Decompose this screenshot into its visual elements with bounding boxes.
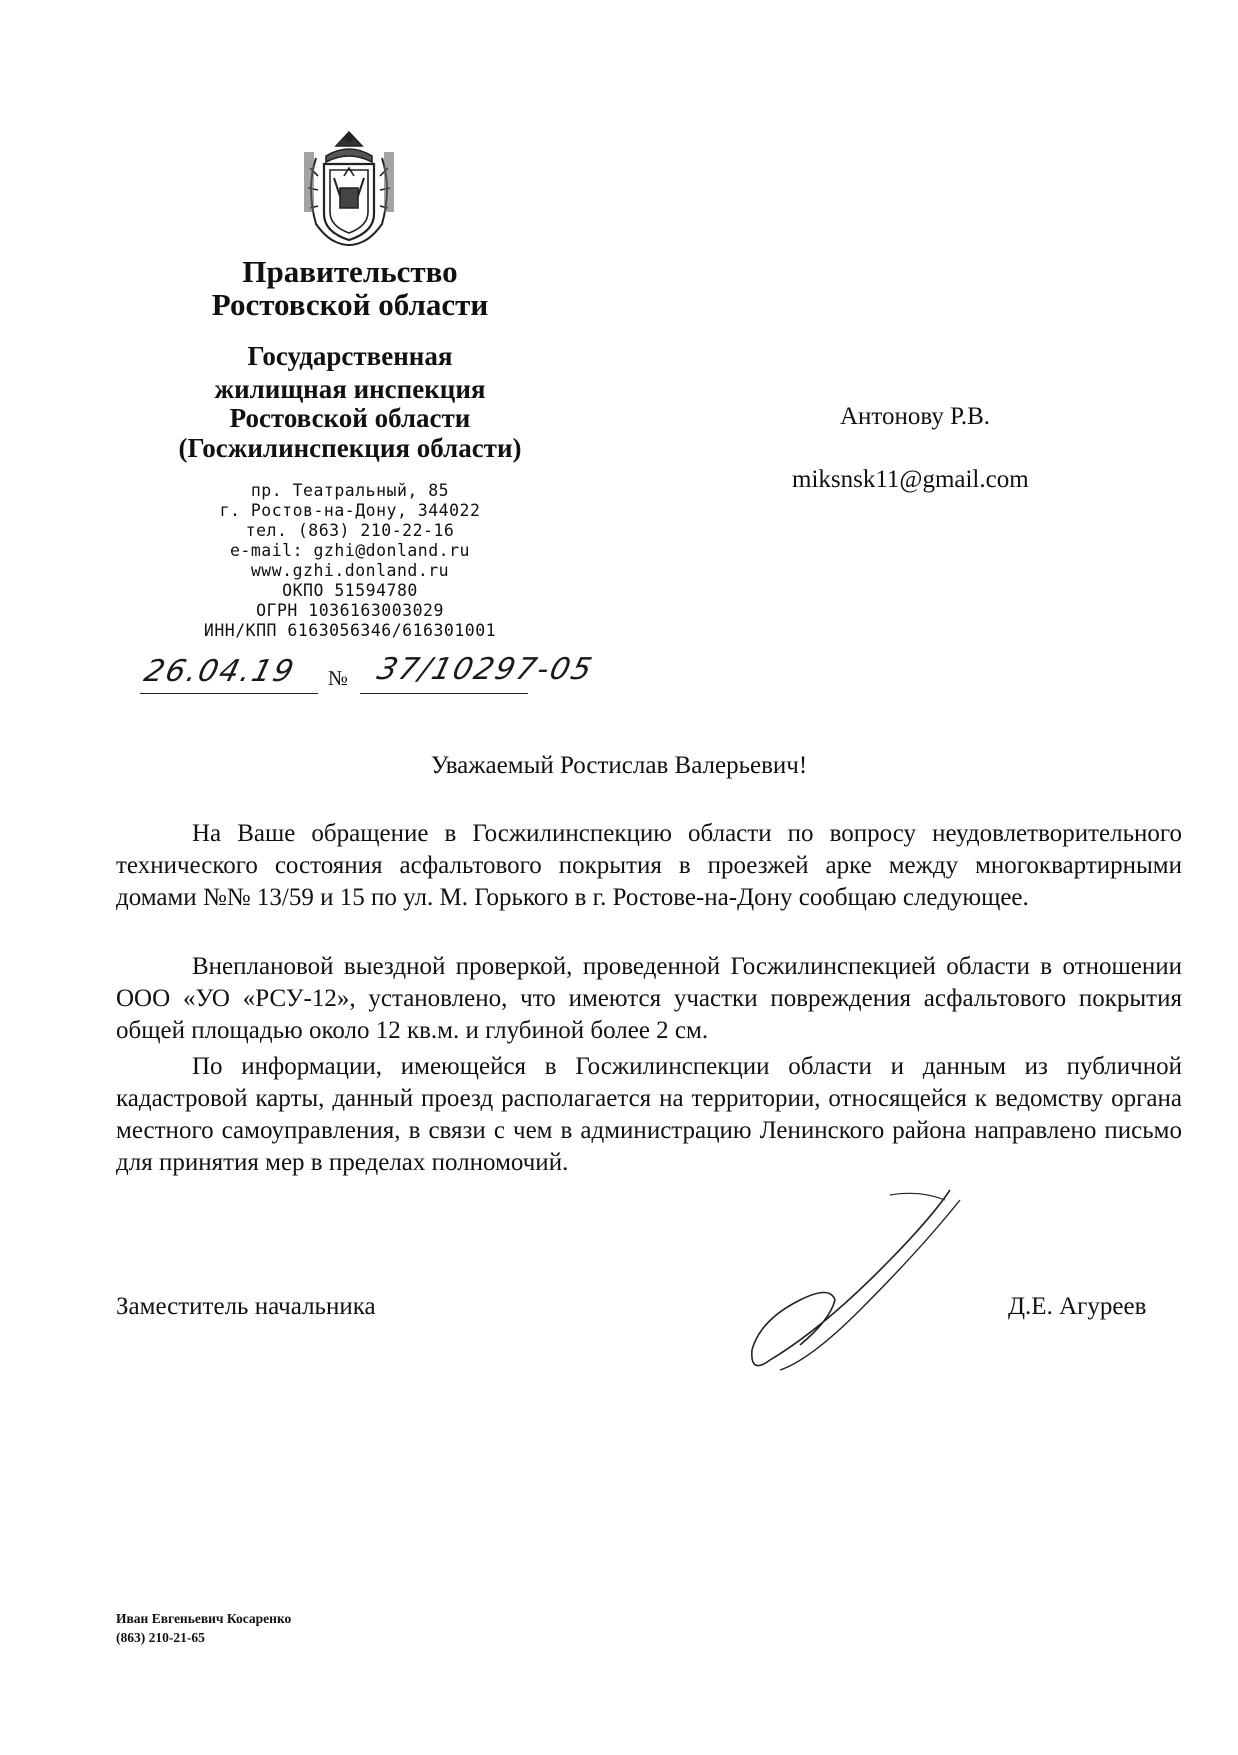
contact-okpo: ОКПО 51594780 [282, 581, 418, 600]
executor-phone: (863) 210-21-65 [116, 1630, 205, 1645]
handwritten-signature [740, 1180, 1010, 1380]
contact-address: пр. Театральный, 85 [250, 481, 450, 500]
signer-name: Д.Е. Агуреев [1008, 1293, 1147, 1320]
government-title-line-2: Ростовской области [211, 287, 489, 322]
executor-name: Иван Евгеньевич Косаренко [116, 1611, 292, 1626]
contact-email: e-mail: gzhi@donland.ru [230, 541, 470, 560]
body-paragraph: На Ваше обращение в Госжилинспекцию области по вопросу неудовлетворительного технического состояния асфальтового покрытия в проезжей арке между многоквартирными домами №№ 13/59 и 15 по ул. М. Горького в г. Ростове-на-Дону сообщаю следующее. [116, 820, 1182, 911]
addressee-name: Антонову Р.В. [840, 403, 991, 430]
handwritten-date: 26.04.19 [140, 654, 299, 689]
inspection-title-line-3: Ростовской области [229, 403, 471, 433]
addressee-email: miksnsk11@gmail.com [792, 466, 1029, 493]
contact-phone: тел. (863) 210-22-16 [245, 521, 455, 540]
salutation: Уважаемый Ростислав Валерьевич! [430, 752, 808, 779]
inspection-title-line-1: Государственная [247, 341, 453, 371]
inspection-title-line-2: жилищная инспекция [214, 374, 486, 404]
contact-city: г. Ростов-на-Дону, 344022 [219, 501, 481, 520]
number-sign: № [328, 666, 349, 690]
contact-ogrn: ОГРН 1036163003029 [256, 601, 444, 620]
coat-of-arms-icon [296, 128, 402, 250]
contact-inn-kpp: ИНН/КПП 6163056346/616301001 [203, 621, 497, 640]
body-paragraph: По информации, имеющейся в Госжилинспекции области и данным из публичной кадастровой карты, данный проезд располагается на территории, относящейся к ведомству органа местного самоуправления, в связи с чем в администрацию Ленинского района направлено письмо для принятия мер в пределах полномочий. [116, 1053, 1182, 1176]
signer-title: Заместитель начальника [116, 1293, 376, 1320]
body-paragraph: Внеплановой выездной проверкой, проведенной Госжилинспекцией области в отношении ООО «УО «РСУ-12», установлено, что имеются участки повреждения асфальтового покрытия общей площадью около 12 кв.м. и глубиной более 2 см. [116, 953, 1182, 1044]
inspection-title-line-4: (Госжилинспекция области) [178, 433, 522, 463]
handwritten-number: 37/10297-05 [373, 652, 598, 687]
contact-website: www.gzhi.donland.ru [250, 561, 450, 580]
government-title-line-1: Правительство [242, 254, 458, 289]
